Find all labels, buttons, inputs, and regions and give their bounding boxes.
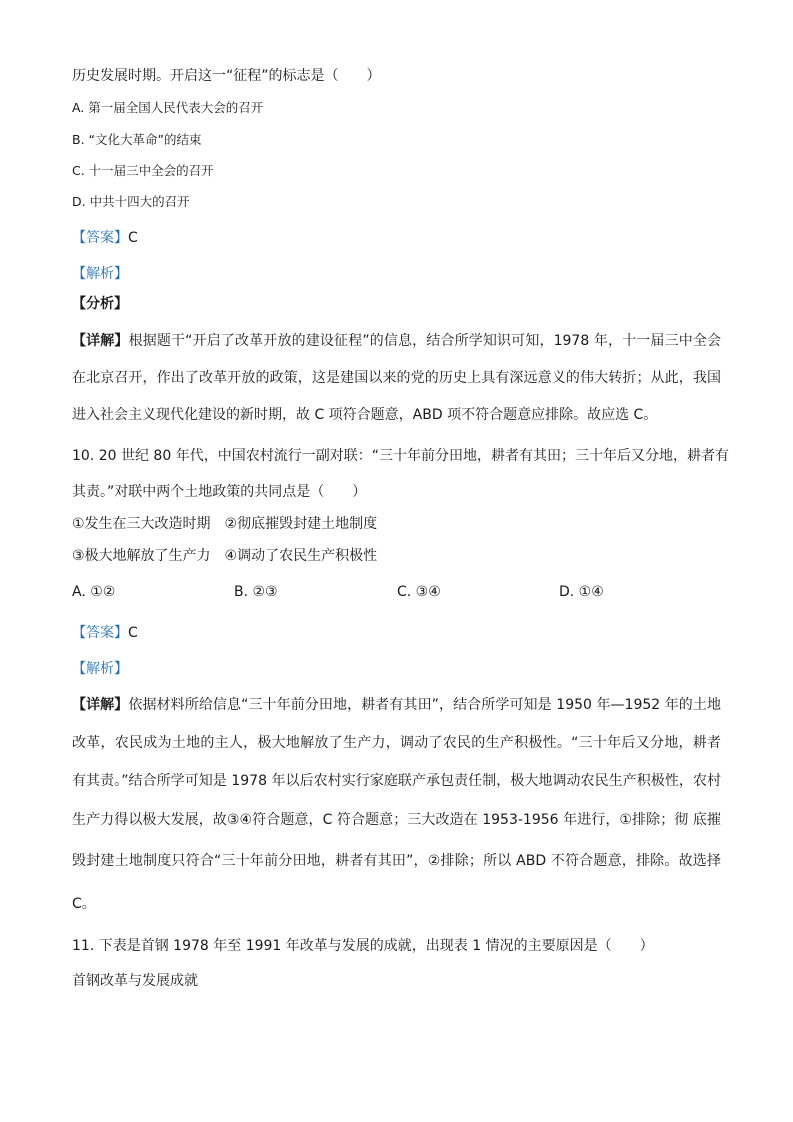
q10-answer bbox=[72, 623, 138, 643]
answer-value: C bbox=[128, 230, 138, 246]
q10-detail-line-5: 毁封建土地制度只符合“三十年前分田地，耕者有其田”，②排除；所以 ABD 不符合题意，排除。故选择 bbox=[72, 853, 721, 869]
detail-text: 依据材料所给信息“三十年前分田地，耕者有其田”，结合所学可知是 1950 年—1952 年的土地 bbox=[128, 697, 721, 713]
answer-value: C bbox=[128, 625, 138, 641]
q10-option-b: B. ②③ bbox=[234, 584, 278, 600]
detail-tag: 【详解】 bbox=[72, 333, 129, 349]
q9-analysis-tag bbox=[72, 264, 128, 284]
q10-analysis-tag bbox=[72, 659, 128, 679]
q9-option-b: B. “文化大革命”的结束 bbox=[72, 132, 202, 147]
q10-stem-line-1: 10. 20 世纪 80 年代，中国农村流行一副对联：“三十年前分田地，耕者有其田；三十年后又分地，耕者有 bbox=[72, 448, 729, 464]
q10-statement-1: ①发生在三大改造时期 ②彻底摧毁封建土地制度 bbox=[72, 516, 378, 532]
q10-option-a: A. ①② bbox=[72, 584, 116, 600]
analysis-tag: 【解析】 bbox=[72, 266, 128, 282]
answer-tag: 【答案】 bbox=[72, 230, 128, 246]
detail-text: 根据题干“开启了改革开放的建设征程”的信息，结合所学知识可知，1978 年，十一届三中全会 bbox=[128, 333, 722, 349]
q9-option-d: D. 中共十四大的召开 bbox=[72, 194, 190, 209]
q9-answer bbox=[72, 228, 138, 248]
q11-table-title: 首钢改革与发展成就 bbox=[72, 973, 198, 989]
q9-detail-line-1 bbox=[72, 331, 721, 351]
detail-tag: 【详解】 bbox=[72, 697, 129, 713]
q10-detail-line-2: 改革，农民成为土地的主人，极大地解放了生产力，调动了农民的生产积极性。“三十年后又分地，耕者 bbox=[72, 735, 721, 751]
q9-option-c: C. 十一届三中全会的召开 bbox=[72, 163, 214, 178]
q10-stem-line-2: 其责。”对联中两个土地政策的共同点是（ ） bbox=[72, 484, 367, 500]
q10-detail-line-6: C。 bbox=[72, 896, 96, 912]
q10-option-d: D. ①④ bbox=[559, 584, 604, 600]
q9-stem-tail: 历史发展时期。开启这一“征程”的标志是（ ） bbox=[72, 68, 381, 84]
q9-detail-line-2: 在北京召开，作出了改革开放的政策，这是建国以来的党的历史上具有深远意义的伟大转折；从此，我国 bbox=[72, 370, 721, 386]
analysis-tag: 【解析】 bbox=[72, 661, 128, 677]
q10-detail-line-3: 有其责。”结合所学可知是 1978 年以后农村实行家庭联产承包责任制，极大地调动农民生产积极性，农村 bbox=[72, 773, 721, 789]
q10-detail-line-4: 生产力得以极大发展，故③④符合题意，C 符合题意；三大改造在 1953-1956 年进行，①排除；彻 底摧 bbox=[72, 812, 721, 828]
fenxi-tag: 【分析】 bbox=[72, 296, 128, 312]
q10-option-c: C. ③④ bbox=[397, 584, 441, 600]
q9-fenxi-tag bbox=[72, 294, 128, 314]
q10-statement-2: ③极大地解放了生产力 ④调动了农民生产积极性 bbox=[72, 548, 378, 564]
q11-stem: 11. 下表是首钢 1978 年至 1991 年改革与发展的成就，出现表 1 情况的主要原因是（ ） bbox=[72, 938, 654, 954]
q9-detail-line-3: 进入社会主义现代化建设的新时期，故 C 项符合题意，ABD 项不符合题意应排除。故应选 C。 bbox=[72, 407, 658, 423]
answer-tag: 【答案】 bbox=[72, 625, 128, 641]
q10-detail-line-1 bbox=[72, 695, 721, 715]
q9-option-a: A. 第一届全国人民代表大会的召开 bbox=[72, 100, 264, 115]
